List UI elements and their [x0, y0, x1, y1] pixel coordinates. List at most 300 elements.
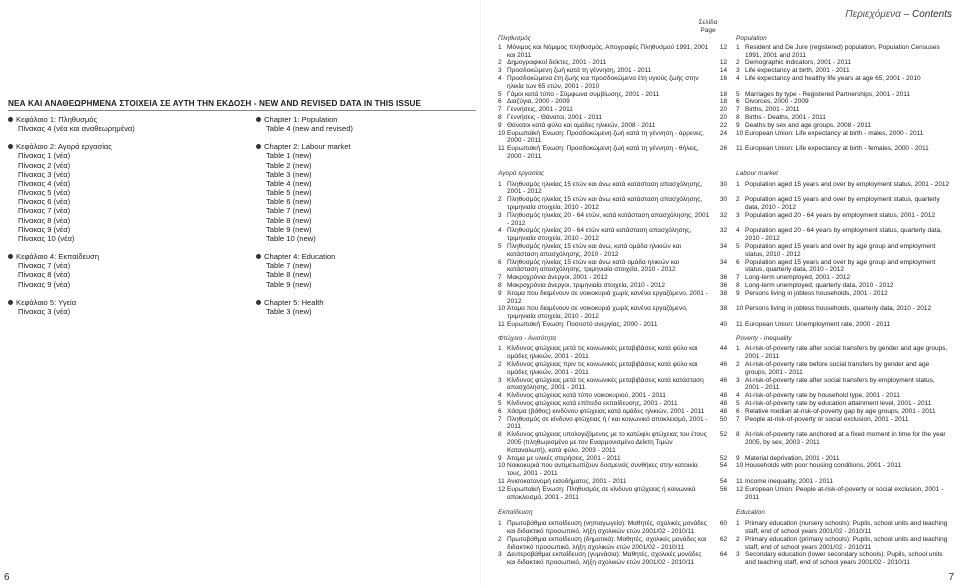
toc-row [498, 305, 954, 321]
entry-text-english: At-risk-of-poverty rate before social transfers by gender and age groups, 2001 - 2011 [745, 361, 930, 376]
entry-text-english: Persons living in jobless households, quarterly data, 2010 - 2012 [745, 305, 932, 313]
entry-number: 2 [498, 59, 502, 67]
table-entry: Table 6 (new) [266, 197, 312, 207]
section-title-english: Population [736, 35, 767, 42]
greek-new-data-list [8, 115, 135, 316]
toc-row [498, 486, 954, 502]
chapter-entry [8, 252, 135, 261]
table-entry: Πίνακας 1 (νέα) [18, 151, 71, 161]
page-number: 54 [719, 478, 728, 486]
toc-entry-english [736, 486, 950, 502]
contents-header [845, 9, 952, 20]
chapter-entry [8, 115, 135, 124]
toc-entry-english [736, 431, 950, 454]
toc-row [498, 75, 954, 91]
toc-entry-english [736, 98, 950, 106]
entry-text-greek: Άτομα με υλικές στερήσεις, 2001 - 2011 [507, 454, 621, 462]
toc-entry-greek [498, 106, 711, 114]
entry-text-greek: Χάσμα (βάθος) κινδύνου φτώχειας κατά ομάδες ηλικιών, 2001 - 2011 [507, 407, 705, 415]
entry-number: 10 [736, 129, 744, 137]
chapter-entry [8, 298, 135, 307]
entry-text-english: Long-term unemployed, 2001 - 2012 [745, 274, 851, 282]
toc-row [498, 98, 954, 106]
entry-number: 5 [498, 400, 502, 408]
toc-entry-greek [498, 345, 711, 361]
toc-entry-greek [498, 75, 711, 91]
entry-text-english: Demographic indicators, 2001 - 2011 [745, 59, 852, 67]
table-entry: Πίνακας 7 (νέα) [18, 206, 71, 216]
table-entry: Table 9 (new) [266, 224, 312, 234]
toc-entry-greek [498, 44, 711, 60]
toc-entry-greek [498, 486, 711, 502]
page-number: 20 [719, 113, 728, 121]
contents-title-greek: Περιεχόμενα [845, 9, 901, 20]
entry-text-greek: Διαζύγια, 2000 - 2009 [507, 98, 570, 106]
page-column-greek: Σελίδα [698, 19, 718, 26]
entry-number: 7 [736, 106, 740, 114]
table-entry: Table 2 (new) [266, 160, 312, 170]
page-number: 18 [719, 90, 728, 98]
table-entry: Table 10 (new) [266, 233, 316, 243]
entry-text-greek: Δημογραφικοί δείκτες, 2001 - 2011 [507, 59, 607, 67]
toc-row [498, 392, 954, 400]
page-number: 14 [719, 67, 728, 75]
entry-number: 6 [736, 258, 740, 266]
toc-entry-english [736, 259, 950, 275]
entry-number: 9 [498, 454, 502, 462]
toc-entry-greek [498, 536, 711, 552]
entry-number: 9 [498, 121, 502, 129]
toc-entry-greek [498, 520, 711, 536]
toc-entry-greek [498, 259, 711, 275]
entry-text-greek: Πληθυσμός σε κίνδυνο φτώχειας ή / και κοινωνικό αποκλεισμό, 2001 - 2011 [507, 415, 708, 431]
toc-entry-english [736, 321, 950, 329]
toc-row [498, 122, 954, 130]
toc-entry-greek [498, 408, 711, 416]
entry-number: 2 [498, 196, 502, 204]
table-entry: Πίνακας 8 (νέα) [18, 270, 71, 280]
toc-row [498, 408, 954, 416]
entry-number: 9 [736, 121, 740, 129]
toc-entry-english [736, 290, 950, 306]
entry-text-english: Relative median at-risk-of-poverty gap by age groups, 2001 - 2011 [745, 407, 936, 415]
page-number: 30 [719, 196, 728, 204]
entry-text-greek: Νοικοκυριά που αντιμετωπίζουν δυσμενείς συνθήκες στην κατοικία τους, 2001 - 2011 [507, 462, 698, 478]
toc-entry-english [736, 392, 950, 400]
chapter-entry [256, 252, 353, 261]
page-number: 24 [719, 129, 728, 137]
entry-number: 6 [498, 407, 502, 415]
entry-number: 5 [498, 242, 502, 250]
toc-entry-greek [498, 114, 711, 122]
entry-number: 11 [736, 478, 743, 486]
entry-text-english: Divorces, 2000 - 2009 [745, 98, 809, 106]
entry-number: 2 [736, 535, 740, 543]
toc-entry-english [736, 478, 950, 486]
entry-number: 10 [498, 305, 506, 313]
entry-text-greek: Δευτεροβάθμια εκπαίδευση (γυμνάσια): Μαθητές, σχολικές μονάδες και διδακτικό προσωπικό, λήξη σχολικών ετών 2001/02 - 2010/11 [507, 551, 702, 567]
entry-number: 3 [498, 211, 502, 219]
toc-row [498, 290, 954, 306]
page-column-header [696, 19, 720, 34]
toc-entry-greek [498, 274, 711, 282]
page-number: 48 [719, 407, 728, 415]
entry-number: 3 [736, 551, 740, 559]
table-entry: Πίνακας 9 (νέα) [18, 224, 71, 234]
page-number: 48 [719, 392, 728, 400]
table-entry: Table 3 (new) [266, 169, 312, 179]
entry-text-greek: Πρωτοβάθμια εκπαίδευση (νηπιαγωγεία): Μαθητές, σχολικές μονάδες και διδακτικό προσωπικό, λήξη σχολικών ετών 2001/02 - 2010/11 [507, 520, 707, 536]
entry-text-greek: Κίνδυνος φτώχειας μετά τις κοινωνικές μεταβιβάσεις κατά φύλο και ομάδες ηλικιών, 2001 - 2011 [507, 345, 698, 361]
entry-number: 7 [498, 415, 502, 423]
entry-text-greek: Κίνδυνος φτώχειας μετά τις κοινωνικές μεταβιβάσεις κατά κατάσταση απασχόλησης, 2001 - 2011 [507, 376, 704, 392]
entry-number: 4 [736, 74, 740, 82]
list-gap [8, 289, 135, 298]
toc-row [498, 212, 954, 228]
entry-text-greek: Ανισοκατανομή εισοδήματος, 2001 - 2011 [507, 478, 627, 486]
toc-entry-greek [498, 181, 711, 197]
entry-text-greek: Προσδοκώμενα έτη ζωής και προσδοκώμενα έτη υγιούς ζωής στην ηλικία των 65 ετών, 2001 - 2010 [507, 74, 699, 90]
toc-entry-greek [498, 196, 711, 212]
entry-number: 3 [736, 67, 740, 75]
entry-number: 11 [498, 478, 505, 486]
toc-row [498, 196, 954, 212]
entry-text-english: Resident and De Jure (registered) population, Population Censuses 1991, 2001 and 2011 [745, 43, 940, 59]
table-entry: Πίνακας 3 (νέα) [18, 169, 71, 179]
toc-entry-greek [498, 145, 711, 161]
toc-entry-english [736, 75, 950, 91]
toc-entry-greek [498, 212, 711, 228]
page-number: 56 [719, 485, 728, 493]
entry-number: 3 [736, 211, 740, 219]
section-title-english: Labour market [736, 169, 778, 177]
entry-text-english: European Union: Life expectancy at birth - males, 2000 - 2011 [745, 129, 924, 137]
page-number: 22 [719, 121, 728, 129]
entry-number: 8 [736, 431, 740, 439]
page-number: 54 [719, 462, 728, 470]
section-heading-row [498, 170, 954, 178]
toc-entry-english [736, 416, 950, 432]
section-title-greek: Εκπαίδευση [498, 509, 533, 517]
entry-number: 1 [736, 43, 740, 51]
entry-text-english: Primary education (nursery schools): Pupils, school units and teaching staff, end of school years 2001/02 - 2010/11 [745, 520, 948, 536]
toc-entry-english [736, 91, 950, 99]
bullet-icon [8, 300, 13, 305]
entry-text-english: At-risk-of-poverty rate by education attainment level, 2001 - 2011 [745, 400, 932, 408]
toc-entry-greek [498, 392, 711, 400]
entry-text-english: At-risk-of-poverty rate anchored at a fixed moment in time for the year 2005, by sex, 2003 - 2011 [745, 431, 946, 447]
section-title-greek: Πληθυσμός [498, 35, 531, 42]
contents-title-separator: – [900, 9, 912, 20]
page-number: 36 [719, 281, 728, 289]
table-entry: Πίνακας 9 (νέα) [18, 279, 71, 289]
table-entry: Table 8 (new) [266, 215, 312, 225]
toc-row [498, 520, 954, 536]
entry-text-english: Population aged 15 years and over by age group and employment status, quarterly data, 2010 - 2012 [745, 258, 936, 274]
toc-entry-english [736, 536, 950, 552]
table-entry: Πίνακας 4 (νέα) [18, 178, 71, 188]
page-number: 40 [719, 320, 728, 328]
toc-entry-english [736, 345, 950, 361]
entry-text-greek: Ευρωπαϊκή Ένωση: Πληθυσμός σε κίνδυνο φτώχειας ή κοινωνικό αποκλεισμό, 2001 - 2011 [507, 485, 696, 501]
toc-row [498, 462, 954, 478]
bullet-icon [256, 300, 261, 305]
entry-number: 5 [736, 242, 740, 250]
entry-text-greek: Πληθυσμός ηλικίας 20 - 64 ετών, κατά κατάσταση απασχόλησης, 2001 - 2012 [507, 211, 710, 227]
list-gap [8, 133, 135, 142]
entry-number: 9 [736, 289, 740, 297]
section-heading-row [498, 335, 954, 343]
page-number: 34 [719, 242, 728, 250]
toc-entry-english [736, 181, 950, 197]
entry-text-greek: Μόνιμος και Νόμιμος πληθυσμός, Απογραφές Πληθυσμού 1991, 2001 και 2011 [507, 43, 709, 59]
toc-entry-english [736, 377, 950, 393]
entry-number: 2 [736, 59, 740, 67]
entry-number: 7 [498, 106, 502, 114]
entry-number: 4 [498, 74, 502, 82]
entry-text-english: Marriages by type - Registered Partnerships, 2001 - 2011 [745, 90, 910, 98]
entry-text-english: Population aged 20 - 64 years by employment status, quarterly data, 2010 - 2012 [745, 227, 942, 243]
bullet-icon [8, 144, 13, 149]
toc-entry-english [736, 145, 950, 161]
entry-number: 10 [498, 462, 506, 470]
toc-row [498, 130, 954, 146]
page-number: 38 [719, 305, 728, 313]
table-entry: Πίνακας 3 (νέα) [18, 306, 71, 316]
page-number: 12 [719, 43, 728, 51]
entry-text-greek: Γάμοι κατά τύπο - Σύμφωνα συμβίωσης, 2001 - 2011 [507, 90, 660, 98]
table-entry: Table 4 (new) [266, 178, 312, 188]
toc-entry-greek [498, 416, 711, 432]
table-entry: Table 4 (new and revised) [266, 124, 353, 134]
chapter-entry [256, 142, 353, 151]
table-entry: Table 1 (new) [266, 151, 312, 161]
page-column-english: Page [700, 26, 716, 34]
toc-entry-english [736, 305, 950, 321]
entry-number: 6 [498, 258, 502, 266]
entry-text-english: European Union: People at-risk-of-poverty or social exclusion, 2001 - 2011 [745, 485, 944, 501]
entry-number: 6 [736, 98, 740, 106]
toc-row [498, 243, 954, 259]
page-number: 26 [719, 145, 728, 153]
entry-number: 6 [498, 98, 502, 106]
list-gap [8, 243, 135, 252]
toc-row [498, 345, 954, 361]
entry-text-english: Secondary education (lower secondary schools): Pupils, school units and teaching staff, end of school years 2001/02 - 2010/11 [745, 551, 943, 567]
entry-text-english: European Union: Unemployment rate, 2000 - 2011 [745, 320, 891, 328]
toc-entry-greek [498, 478, 711, 486]
toc-entry-english [736, 361, 950, 377]
entry-text-greek: Πληθυσμός ηλικίας 15 ετών και άνω κατά κατάσταση απασχόλησης, 2001 - 2012 [507, 180, 703, 196]
page-number: 16 [719, 74, 728, 82]
entry-number: 11 [498, 145, 505, 153]
toc-row [498, 114, 954, 122]
entry-number: 1 [736, 180, 740, 188]
toc-row [498, 478, 954, 486]
entry-text-greek: Πληθυσμός ηλικίας 15 ετών και άνω κατά ομάδα ηλικιών και κατάσταση απασχόλησης, τριμηνιαία στοιχεία, 2010 - 2012 [507, 258, 680, 274]
toc-entry-english [736, 67, 950, 75]
toc-row [498, 227, 954, 243]
toc-row [498, 106, 954, 114]
entry-text-greek: Μακροχρόνια άνεργοι, τριμηνιαία στοιχεία, 2010 - 2012 [507, 281, 665, 289]
page-number: 12 [719, 59, 728, 67]
entry-text-english: Material deprivation, 2001 - 2011 [745, 454, 840, 462]
table-entry: Table 5 (new) [266, 188, 312, 198]
entry-number: 2 [498, 361, 502, 369]
entry-number: 9 [498, 289, 502, 297]
toc-row [498, 551, 954, 567]
page-number-right: 7 [948, 572, 954, 583]
toc-entry-english [736, 114, 950, 122]
entry-number: 3 [498, 551, 502, 559]
toc-row [498, 274, 954, 282]
table-entry: Table 8 (new) [266, 270, 312, 280]
toc-row [498, 259, 954, 275]
entry-number: 7 [736, 274, 740, 282]
toc-entry-greek [498, 67, 711, 75]
chapter-label: Κεφάλαιο 5: Υγεία [16, 297, 77, 307]
page-number: 60 [719, 520, 728, 528]
chapter-entry [256, 115, 353, 124]
toc-entry-english [736, 59, 950, 67]
page-number: 52 [719, 454, 728, 462]
entry-number: 12 [736, 485, 744, 493]
toc-entry-greek [498, 321, 711, 329]
entry-text-english: Births - Deaths, 2001 - 2011 [745, 113, 826, 121]
page-number: 38 [719, 289, 728, 297]
section-title-english: Education [736, 509, 765, 517]
toc-entry-english [736, 408, 950, 416]
english-new-data-list [256, 115, 353, 316]
page-number: 30 [719, 180, 728, 188]
entry-text-greek: Άτομα που διαμένουν σε νοικοκυριά χωρίς κανένα εργαζόμενο, 2001 - 2012 [507, 289, 708, 305]
entry-text-greek: Κίνδυνος φτώχειας κατά επίπεδο εκπαίδευσης, 2001 - 2011 [507, 400, 678, 408]
entry-text-english: Life expectancy and healthy life years at age 65, 2001 - 2010 [745, 74, 921, 82]
toc-entry-greek [498, 290, 711, 306]
toc-body [498, 35, 954, 567]
entry-text-english: Population aged 20 - 64 years by employment status, 2001 - 2012 [745, 211, 936, 219]
section-heading-row [498, 35, 954, 43]
entry-text-greek: Ευρωπαϊκή Ένωση: Προσδοκώμενη ζωή κατά τη γέννηση - θήλεις, 2000 - 2011 [507, 145, 699, 160]
entry-number: 10 [498, 129, 506, 137]
bullet-icon [8, 117, 13, 122]
toc-entry-english [736, 400, 950, 408]
toc-entry-english [736, 282, 950, 290]
toc-entry-english [736, 122, 950, 130]
entry-text-english: People at-risk-of-poverty or social exclusion, 2001 - 2011 [745, 415, 909, 423]
page-number: 32 [719, 211, 728, 219]
section-title-english: Poverty - Inequality [736, 334, 792, 342]
toc-entry-english [736, 130, 950, 146]
table-entry: Πίνακας 7 (νέα) [18, 261, 71, 271]
chapter-label: Chapter 2: Labour market [264, 142, 351, 152]
entry-number: 1 [498, 345, 502, 353]
section-title-greek: Φτώχεια - Ανισότητα [498, 334, 557, 342]
entry-number: 5 [498, 90, 502, 98]
table-entry: Πίνακας 10 (νέα) [18, 233, 75, 243]
entry-number: 3 [498, 67, 502, 75]
section-heading-row [498, 509, 954, 517]
page-number: 20 [719, 106, 728, 114]
table-entry: Πίνακας 5 (νέα) [18, 188, 71, 198]
entry-number: 2 [736, 196, 740, 204]
entry-text-greek: Θάνατοι κατά φύλο και ομάδες ηλικιών, 2008 - 2011 [507, 121, 656, 129]
entry-text-english: Primary education (primary schools): Pupils, school units and teaching staff, end of school years 2001/02 - 2010/11 [745, 535, 948, 551]
toc-entry-english [736, 196, 950, 212]
entry-number: 10 [736, 305, 744, 313]
entry-number: 8 [736, 113, 740, 121]
entry-number: 3 [498, 376, 502, 384]
section-title-greek: Αγορά εργασίας [498, 169, 545, 177]
entry-text-greek: Κίνδυνος φτώχειας κατά τύπο νοικοκυριού, 2001 - 2011 [507, 392, 666, 400]
entry-text-greek: Προσδοκώμενη ζωή κατά τη γέννηση, 2001 - 2011 [507, 67, 652, 75]
entry-number: 3 [736, 376, 740, 384]
bullet-icon [256, 144, 261, 149]
entry-number: 12 [498, 485, 506, 493]
list-gap [256, 289, 353, 298]
chapter-entry [256, 298, 353, 307]
toc-entry-greek [498, 227, 711, 243]
entry-text-english: At-risk-of-poverty rate by household type, 2001 - 2011 [745, 392, 900, 400]
page-number: 46 [719, 361, 728, 369]
entry-text-greek: Ευρωπαϊκή Ένωση: Προσδοκώμενη ζωή κατά τη γέννηση - άρρενες, 2000 - 2011 [507, 129, 704, 145]
toc-entry-english [736, 212, 950, 228]
toc-entry-greek [498, 462, 711, 478]
entry-text-english: European Union: Life expectancy at birth - females, 2000 - 2011 [745, 145, 929, 153]
toc-row [498, 400, 954, 408]
entry-number: 11 [498, 320, 505, 328]
page-number: 44 [719, 345, 728, 353]
toc-entry-english [736, 455, 950, 463]
toc-row [498, 416, 954, 432]
entry-text-greek: Πρωτοβάθμια εκπαίδευση (δημοτικά): Μαθητές, σχολικές μονάδες και διδακτικό προσωπικό, λήξη σχολικών ετών 2001/02 - 2010/11 [507, 535, 707, 551]
entry-text-english: Population aged 15 years and over by employment status, 2001 - 2012 [745, 180, 950, 188]
table-entry: Πίνακας 6 (νέα) [18, 197, 71, 207]
bullet-icon [8, 254, 13, 259]
table-entry: Table 7 (new) [266, 206, 312, 216]
page-number: 46 [719, 376, 728, 384]
table-entry: Πίνακας 2 (νέα) [18, 160, 71, 170]
toc-entry-english [736, 520, 950, 536]
toc-row [498, 67, 954, 75]
list-gap [256, 133, 353, 142]
entry-text-english: Population aged 15 years and over by employment status, quarterly data, 2010 - 2012 [745, 196, 940, 211]
toc-entry-greek [498, 377, 711, 393]
table-entry: Table 3 (new) [266, 306, 312, 316]
toc-entry-greek [498, 243, 711, 259]
entry-number: 1 [498, 43, 502, 51]
toc-entry-greek [498, 551, 711, 567]
chapter-label: Κεφάλαιο 1: Πληθυσμός [16, 115, 98, 124]
entry-number: 6 [736, 407, 740, 415]
chapter-label: Chapter 4: Education [264, 252, 336, 262]
toc-row [498, 181, 954, 197]
entry-text-english: Births, 2001 - 2011 [745, 106, 800, 114]
entry-text-english: Life expectancy at birth, 2001 - 2011 [745, 67, 850, 75]
toc-row [498, 145, 954, 161]
entry-number: 2 [736, 361, 740, 369]
title-rule [8, 110, 476, 111]
entry-text-english: Income inequality, 2001 - 2011 [745, 478, 833, 486]
entry-number: 7 [736, 415, 740, 423]
entry-text-greek: Μακροχρόνια άνεργοι, 2001 - 2012 [507, 274, 608, 282]
toc-entry-english [736, 551, 950, 567]
entry-text-greek: Κίνδυνος φτώχειας υπολογιζόμενος με το κατώφλι φτώχειας του έτους 2005 (πληθωρισμένο με τον Εναρμονισμένο Δείκτη Τιμών Καταναλωτή), κατά φύλο, 2003 - 2011 [507, 431, 707, 454]
entry-number: 1 [498, 180, 502, 188]
entry-text-greek: Πληθυσμός ηλικίας 20 - 64 ετών κατά κατάσταση απασχόλησης, τριμηνιαία στοιχεία, 2010 - 2012 [507, 227, 692, 243]
entry-number: 8 [736, 281, 740, 289]
entry-number: 4 [736, 392, 740, 400]
